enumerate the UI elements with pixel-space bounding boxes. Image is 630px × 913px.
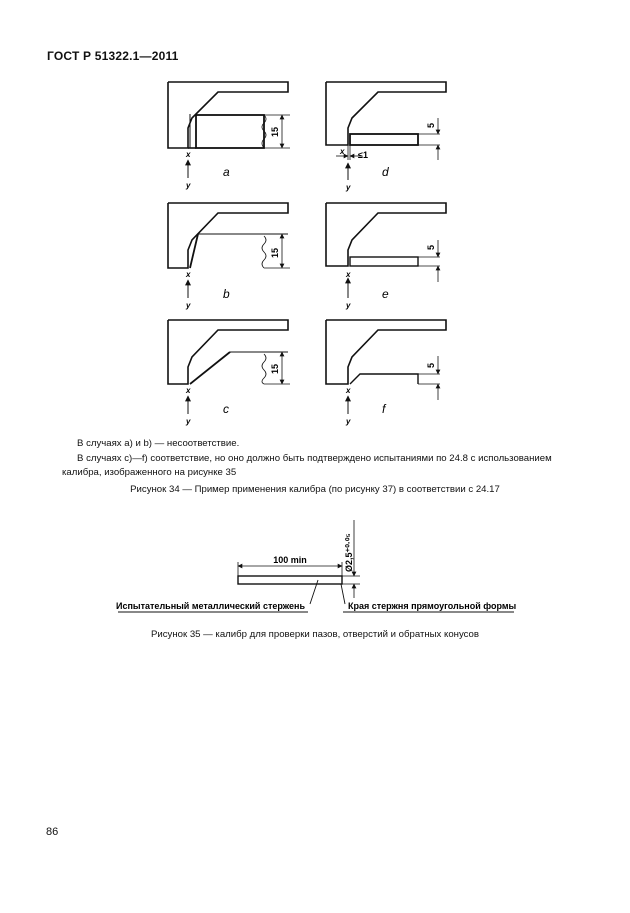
panel-e-dim: 5 (426, 244, 436, 250)
panel-a-x: x (186, 150, 191, 159)
figure-35-drawing (118, 520, 514, 612)
panel-e-x: x (346, 270, 351, 279)
diameter-label: Ø2,5⁺⁰·⁰⁵ (344, 533, 354, 572)
left-callout: Испытательный металлический стержень (116, 601, 305, 611)
panel-b-dim: 15 (270, 247, 280, 258)
panel-b-x: x (186, 270, 191, 279)
panel-d-dim: 5 (426, 122, 436, 128)
panel-b-label: b (223, 287, 230, 301)
page-number: 86 (46, 826, 59, 838)
panel-a-dim: 15 (270, 126, 280, 137)
panel-f-dim: 5 (426, 362, 436, 368)
panel-c-dim: 15 (270, 363, 280, 374)
panel-a-y: y (186, 181, 191, 190)
panel-e-label: e (382, 287, 389, 301)
panel-f-x: x (346, 386, 351, 395)
panel-e-y: y (346, 301, 351, 310)
length-label: 100 min (273, 555, 307, 565)
panel-c-label: c (223, 402, 229, 416)
note-1: В случаях a) и b) — несоответствие. (77, 438, 240, 449)
panel-f-y: y (346, 417, 351, 426)
panel-d-y: y (346, 183, 351, 192)
gap-label: ≤1 (358, 150, 368, 160)
panel-a-label: a (223, 165, 230, 179)
panel-b-y: y (186, 301, 191, 310)
right-callout: Края стержня прямоугольной формы (348, 601, 517, 611)
panel-c-x: x (186, 386, 191, 395)
figure-35-caption: Рисунок 35 — калибр для проверки пазов, отверстий и обратных конусов (150, 629, 479, 640)
panel-d-label: d (382, 165, 389, 179)
panel-f-label: f (382, 402, 386, 416)
panel-c-y: y (186, 417, 191, 426)
document-header: ГОСТ Р 51322.1—2011 (47, 49, 179, 63)
figure-34-caption: Рисунок 34 — Пример применения калибра (по рисунку 37) в соответствии с 24.17 (130, 484, 500, 495)
note-2: В случаях c)—f) соответствие, но оно должно быть подтверждено испытаниями по 24.8 с использованием калибра, изображенного на рисунке 35 (62, 453, 552, 478)
panel-d-x: x (340, 147, 345, 156)
